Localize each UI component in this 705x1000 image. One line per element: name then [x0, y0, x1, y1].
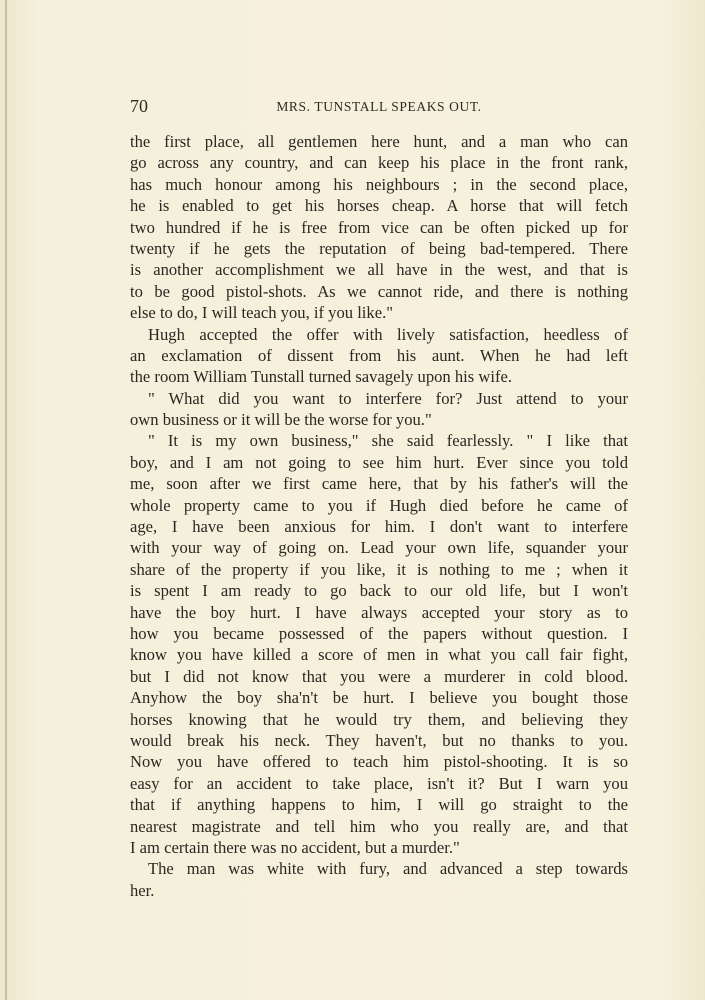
text-line: would break his neck. They haven't, but no thanks to you. — [130, 730, 628, 750]
text-line: to be good pistol-shots. As we cannot ride, and there is nothing — [130, 281, 628, 301]
body-text — [130, 131, 628, 901]
text-line: the room William Tunstall turned savagely upon his wife. — [130, 367, 513, 387]
page-number: 70 — [130, 96, 148, 116]
text-line: " What did you want to interfere for? Just attend to your — [148, 388, 628, 408]
text-line: easy for an accident to take place, isn't it? But I warn you — [130, 773, 628, 793]
text-line: " It is my own business," she said fearlessly. " I like that — [148, 431, 628, 451]
text-line: Anyhow the boy sha'n't be hurt. I believe you bought those — [130, 688, 628, 708]
text-line: horses knowing that he would try them, and believing they — [130, 709, 628, 729]
text-line: the first place, all gentlemen here hunt, and a man who can — [130, 132, 628, 151]
text-line: how you became possessed of the papers without question. I — [130, 623, 628, 643]
text-line: Hugh accepted the offer with lively satisfaction, heedless of — [148, 324, 628, 344]
text-line: me, soon after we first came here, that by his father's will the — [130, 474, 628, 494]
text-line: share of the property if you like, it is nothing to me ; when it — [130, 559, 628, 579]
page-header — [130, 96, 628, 118]
text-line: that if anything happens to him, I will go straight to the — [130, 795, 628, 815]
text-line: age, I have been anxious for him. I don't want to interfere — [130, 517, 628, 537]
text-line: twenty if he gets the reputation of being bad-tempered. There — [130, 238, 628, 258]
text-line: I am certain there was no accident, but a murder." — [130, 837, 460, 857]
text-line: own business or it will be the worse for you." — [130, 410, 432, 430]
running-head: MRS. TUNSTALL SPEAKS OUT. — [276, 99, 482, 114]
text-line: have the boy hurt. I have always accepted your story as to — [130, 602, 628, 622]
text-line: her. — [130, 880, 155, 900]
text-line: is another accomplishment we all have in the west, and that is — [130, 260, 628, 280]
text-line: with your way of going on. Lead your own life, squander your — [130, 538, 628, 558]
text-line: know you have killed a score of men in what you call fair fight, — [130, 645, 628, 665]
text-line: he is enabled to get his horses cheap. A horse that will fetch — [130, 196, 628, 216]
text-line: go across any country, and can keep his place in the front rank, — [130, 153, 628, 173]
text-line: an exclamation of dissent from his aunt. When he had left — [130, 345, 628, 365]
text-line: nearest magistrate and tell him who you really are, and that — [130, 816, 628, 836]
text-line: is spent I am ready to go back to our old life, but I won't — [130, 581, 628, 601]
text-line: boy, and I am not going to see him hurt. Ever since you told — [130, 452, 628, 472]
text-line: whole property came to you if Hugh died before he came of — [130, 495, 628, 515]
text-line: The man was white with fury, and advanced a step towards — [148, 859, 628, 879]
page-edge-line — [5, 0, 7, 1000]
text-line: but I did not know that you were a murderer in cold blood. — [130, 666, 628, 686]
text-line: has much honour among his neighbours ; in the second place, — [130, 174, 628, 194]
text-line: Now you have offered to teach him pistol-shooting. It is so — [130, 752, 628, 772]
text-line: else to do, I will teach you, if you like." — [130, 303, 393, 323]
text-line: two hundred if he is free from vice can be often picked up for — [130, 217, 628, 237]
